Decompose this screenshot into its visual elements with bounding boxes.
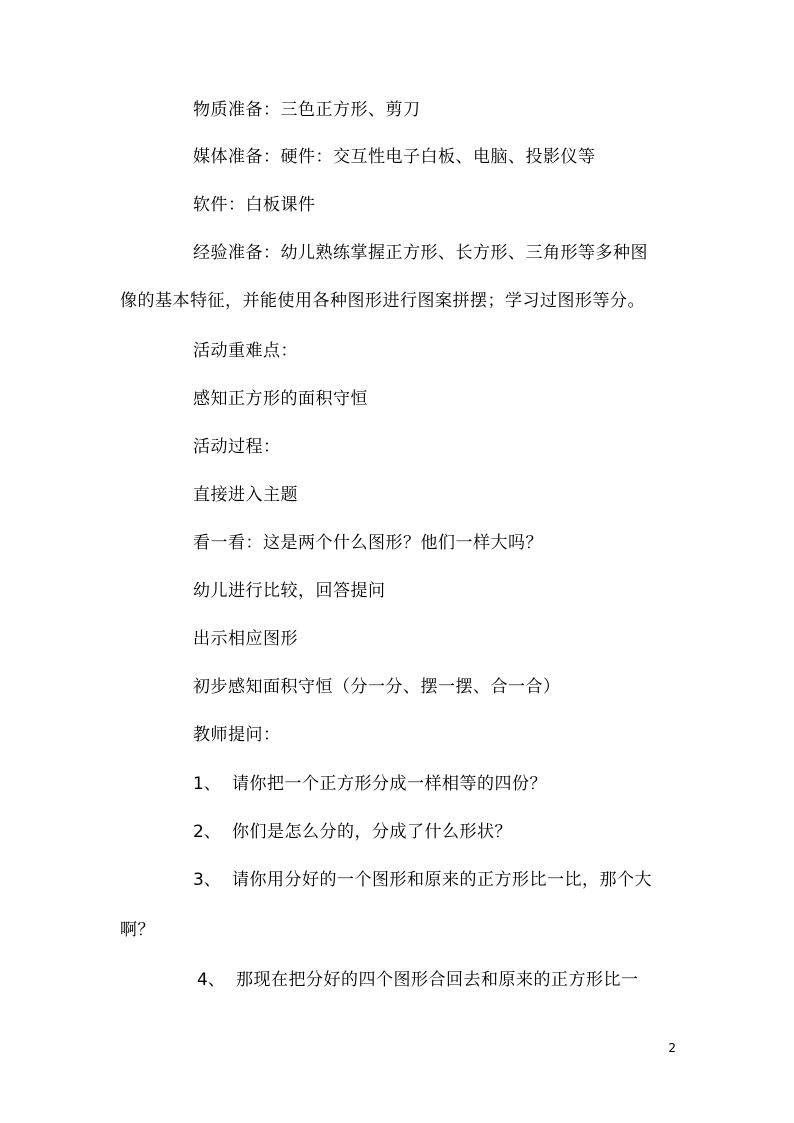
text-line: 看一看：这是两个什么图形？他们一样大吗？ — [193, 533, 543, 553]
question-text: 请你用分好的一个图形和原来的正方形比一比，那个大 — [232, 870, 652, 890]
text-line: 幼儿进行比较，回答提问 — [193, 581, 386, 601]
question-text: 啊？ — [120, 920, 155, 940]
question-text: 请你把一个正方形分成一样相等的四份？ — [232, 774, 547, 794]
text-line: 直接进入主题 — [193, 485, 298, 505]
text-line: 活动过程： — [193, 437, 281, 457]
text-line: 媒体准备：硬件：交互性电子白板、电脑、投影仪等 — [193, 147, 596, 167]
text-line: 软件：白板课件 — [193, 195, 316, 215]
question-number: 3、 — [193, 870, 221, 890]
text-line: 出示相应图形 — [193, 629, 298, 649]
text-line: 经验准备：幼儿熟练掌握正方形、长方形、三角形等多种图 — [193, 243, 648, 263]
question-number: 2、 — [193, 822, 221, 842]
question-number: 1、 — [193, 774, 221, 794]
text-line: 像的基本特征，并能使用各种图形进行图案拼摆；学习过图形等分。 — [120, 291, 645, 311]
text-line: 物质准备：三色正方形、剪刀 — [193, 100, 421, 120]
question-text: 你们是怎么分的，分成了什么形状？ — [232, 822, 512, 842]
question-text: 那现在把分好的四个图形合回去和原来的正方形比一 — [236, 970, 639, 990]
question-number: 4、 — [197, 970, 225, 990]
text-line: 活动重难点： — [193, 341, 298, 361]
text-line: 初步感知面积守恒（分一分、摆一摆、合一合） — [193, 677, 561, 697]
text-line: 教师提问： — [193, 725, 281, 745]
text-line: 感知正方形的面积守恒 — [193, 389, 368, 409]
page-number: 2 — [668, 1041, 676, 1055]
